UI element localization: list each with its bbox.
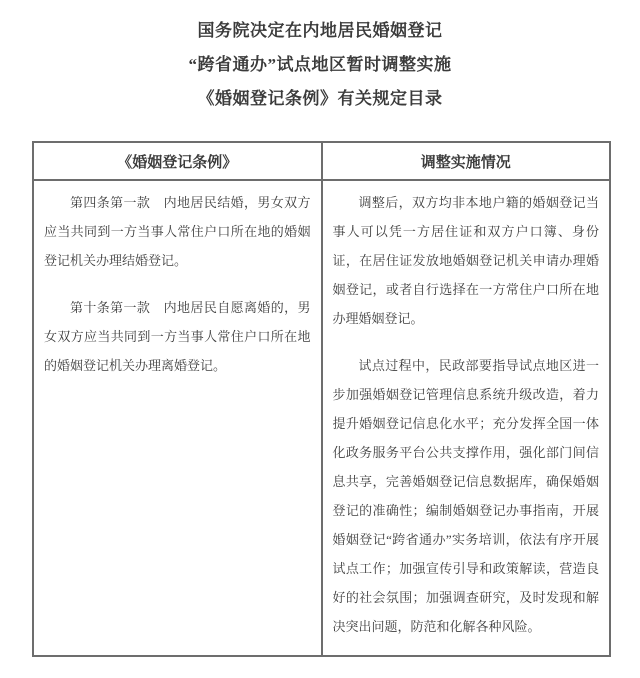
table-body-row bbox=[33, 180, 610, 656]
regulation-adjustment-table bbox=[32, 141, 611, 657]
column-header-regulation: 《婚姻登记条例》 bbox=[33, 142, 322, 180]
adjustment-paragraph-1: 调整后，双方均非本地户籍的婚姻登记当事人可以凭一方居住证和双方户口簿、身份证，在居住证发放地婚姻登记机关申请办理婚姻登记，或者自行选择在一方常住户口所在地办理婚姻登记。 bbox=[332, 195, 599, 326]
table-header-row bbox=[33, 142, 610, 180]
title-line-1: 国务院决定在内地居民婚姻登记 bbox=[197, 21, 443, 40]
regulation-paragraph-article10: 第十条第一款 内地居民自愿离婚的，男女双方应当共同到一方当事人常住户口所在地的婚姻登记机关办理离婚登记。 bbox=[44, 300, 311, 373]
document-title bbox=[0, 0, 640, 116]
adjustment-cell bbox=[322, 180, 611, 656]
regulation-paragraph-article4: 第四条第一款 内地居民结婚，男女双方应当共同到一方当事人常住户口所在地的婚姻登记机关办理结婚登记。 bbox=[44, 195, 311, 268]
title-line-2: “跨省通办”试点地区暂时调整实施 bbox=[188, 55, 452, 74]
adjustment-paragraph-2: 试点过程中，民政部要指导试点地区进一步加强婚姻登记管理信息系统升级改造，着力提升婚姻登记信息化水平；充分发挥全国一体化政务服务平台公共支撑作用，强化部门间信息共享，完善婚姻登记信息数据库，确保婚姻登记的准确性；编制婚姻登记办事指南，开展婚姻登记“跨省通办”实务培训，依法有序开展试点工作；加强宣传引导和政策解读，营造良好的社会氛围；加强调查研究，及时发现和解决突出问题，防范和化解各种风险。 bbox=[332, 358, 599, 634]
column-header-adjustment: 调整实施情况 bbox=[322, 142, 611, 180]
title-line-3: 《婚姻登记条例》有关规定目录 bbox=[197, 89, 443, 108]
regulation-cell bbox=[33, 180, 322, 656]
